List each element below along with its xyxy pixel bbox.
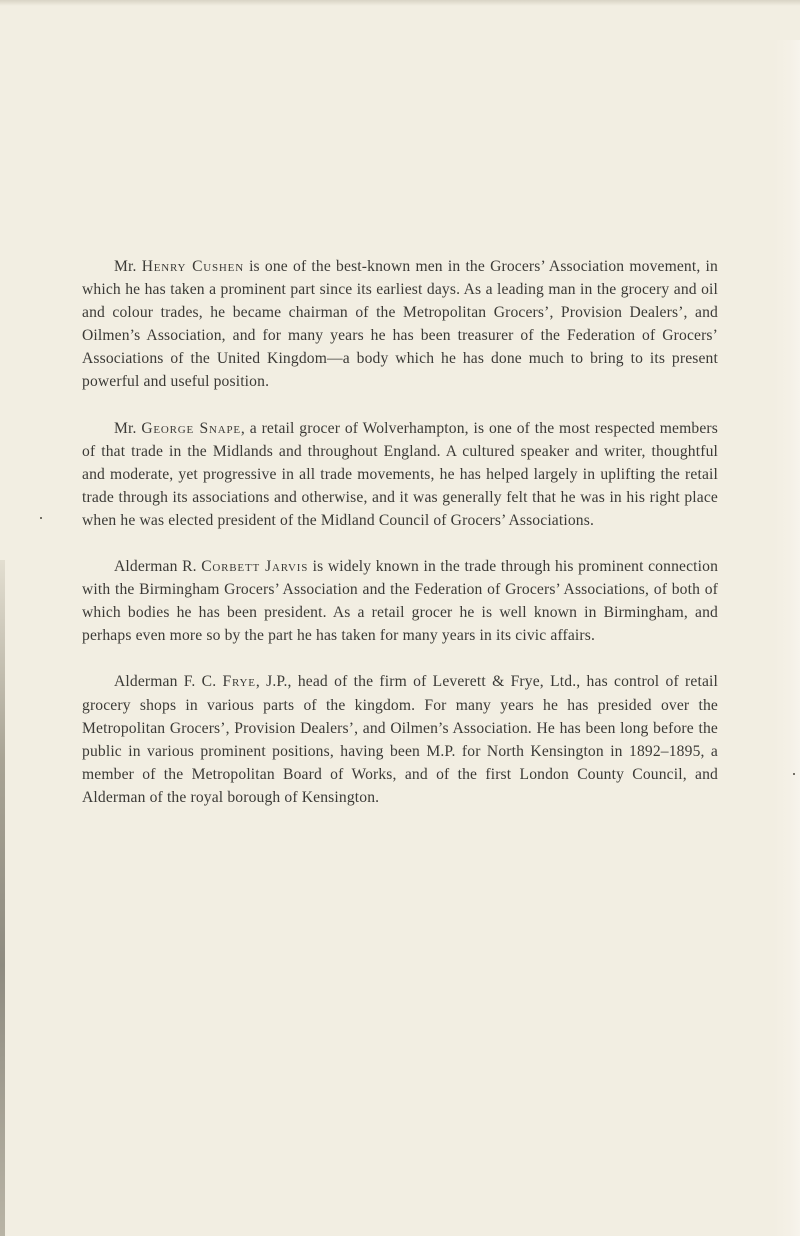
paragraph-lead: Alderman R.: [114, 558, 202, 576]
paragraph-lead: Mr.: [114, 258, 142, 275]
paragraph-lead: Alderman F. C.: [114, 673, 223, 691]
paper-speck: [40, 517, 42, 519]
person-name: Henry Cushen: [141, 258, 244, 275]
paragraph-george-snape: [82, 417, 718, 532]
paragraph-text: is one of the best-known men in the Grocers’ Association movement, in which he has taken a prominent part since its earliest days. As a leading man in the grocery and oil and colour trades, he became chairman of the Metropolitan Grocers’, Provision Dealers’, and Oilmen’s Association, and for many years he has been treasurer of the Federation of Grocers’ Associations of the United Kingdom—a body which he has done much to bring to its present powerful and useful position.: [82, 258, 718, 391]
page-right-margin-band: [772, 40, 800, 1236]
paragraph-corbett-jarvis: [82, 555, 718, 647]
person-name: Frye: [222, 673, 256, 691]
paragraph-text: is widely known in the trade through his prominent connection with the Birmingham Grocers’ Association and the Federation of Grocers’ Associations, of both of which bodies he has been president. As a retail grocer he is well known in Birmingham, and perhaps even more so by the part he has taken for many years in its civic affairs.: [82, 558, 719, 645]
paragraph-text: , J.P., head of the firm of Leverett & Frye, Ltd., has control of retail grocery shops in various parts of the kingdom. For many years he has presided over the Metropolitan Grocers’, Provision Dealers’, and Oilmen’s Association. He has been long before the public in various prominent positions, having been M.P. for North Kensington in 1892–1895, a member of the Metropolitan Board of Works, and of the first London County Council, and Alderman of the royal borough of Kensington.: [82, 673, 718, 806]
paragraph-text: , a retail grocer of Wolverhampton, is one of the most respected members of that trade in the Midlands and throughout England. A cultured speaker and writer, thoughtful and moderate, yet progressive in all trade movements, he has helped largely in uplifting the retail trade through its associations and otherwise, and it was generally felt that he was in his right place when he was elected president of the Midland Council of Grocers’ Associations.: [82, 419, 718, 529]
page-top-edge: [0, 0, 800, 6]
paragraph-lead: Mr.: [114, 419, 142, 437]
paragraph-frye: [82, 670, 718, 809]
page-binding-shadow: [0, 560, 5, 1236]
body-text: [82, 255, 718, 809]
person-name: George Snape: [141, 419, 241, 437]
paper-speck: [793, 773, 795, 775]
paragraph-henry-cushen: [82, 255, 718, 394]
person-name: Corbett Jarvis: [201, 558, 309, 576]
